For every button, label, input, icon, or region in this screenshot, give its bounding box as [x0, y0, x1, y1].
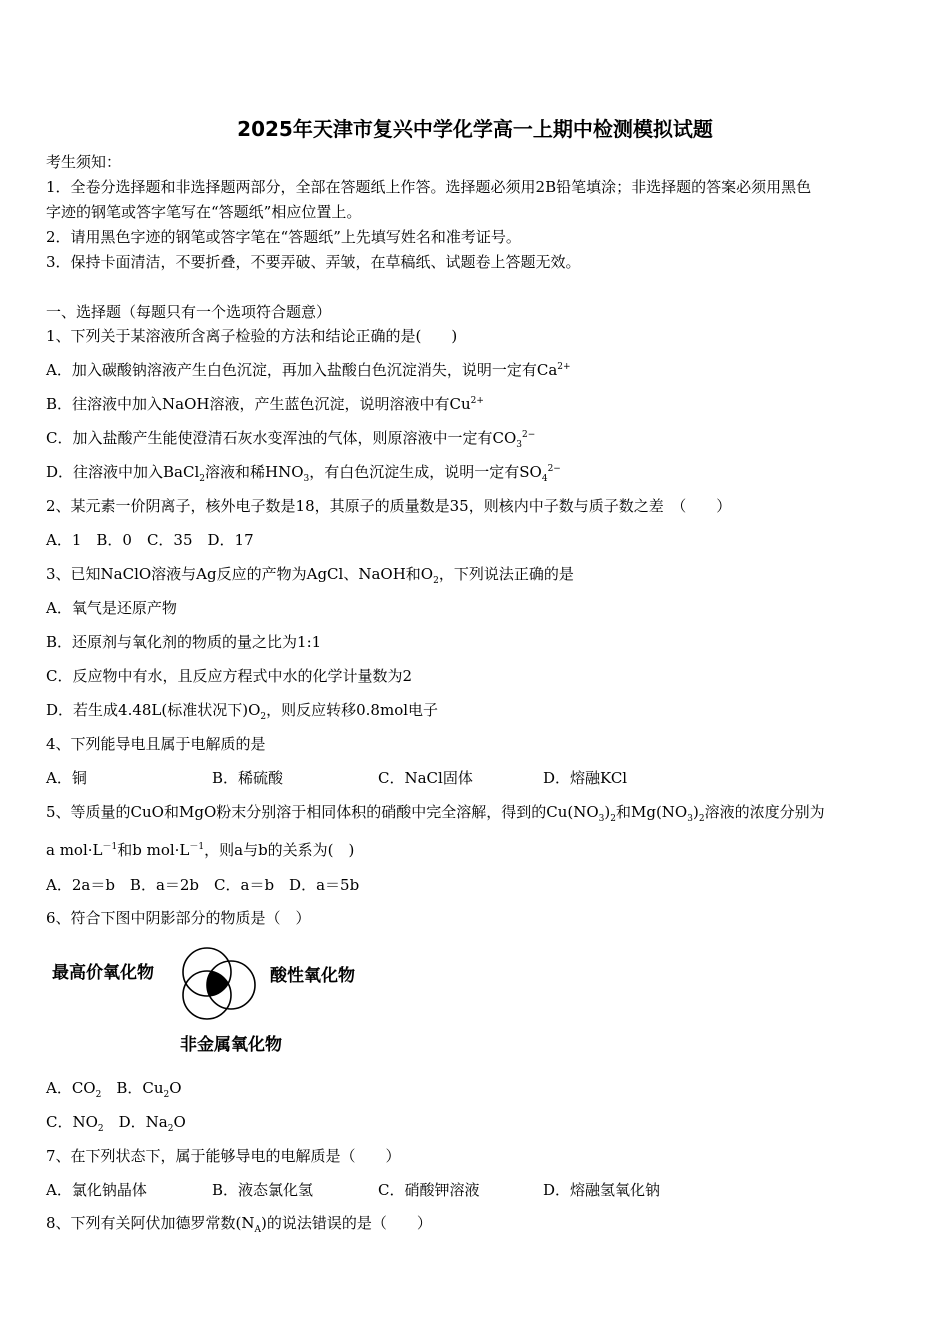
notice-item-2: 2．请用黑色字迹的钢笔或答字笔在“答题纸”上先填写姓名和准考证号。 [46, 228, 521, 246]
question-5-options: A．2a＝b B．a＝2b C．a＝b D．a＝5b [46, 876, 360, 894]
question-3-option-d: D．若生成4.48L(标准状况下)$O_2$，则反应转移0.8mol电子 [46, 701, 439, 722]
question-4-stem: 4、下列能导电且属于电解质的是 [46, 735, 266, 753]
question-7-stem: 7、在下列状态下，属于能够导电的电解质是（ ） [46, 1147, 401, 1165]
section-heading: 一、选择题（每题只有一个选项符合题意） [46, 303, 332, 321]
notice-item-1: 1．全卷分选择题和非选择题两部分，全部在答题纸上作答。选择题必须用2B铅笔填涂；非选择题的答案必须用黑色 [46, 178, 812, 196]
question-3-option-b: B．还原剂与氧化剂的物质的量之比为1:1 [46, 633, 322, 651]
venn-circle-nonmetal-oxide [183, 971, 231, 1019]
question-2-stem: 2、某元素一价阴离子，核外电子数是18，其原子的质量数是35，则核内中子数与质子数之差 （ ） [46, 497, 732, 515]
question-4-option-c: C．NaCl固体 [378, 769, 473, 787]
question-1-option-d: D．往溶液中加入BaCl$_2$溶液和稀$HNO_3$，有白色沉淀生成，说明一定有$SO_4^{2-}$ [46, 463, 561, 484]
question-6-stem: 6、符合下图中阴影部分的物质是（ ） [46, 909, 311, 927]
question-7-option-d: D．熔融氢氧化钠 [543, 1181, 661, 1199]
venn-label-acidic-oxide: 酸性氧化物 [270, 966, 355, 986]
question-8-stem: 8、下列有关阿伏加德罗常数$(N_A)$的说法错误的是（ ） [46, 1214, 432, 1235]
question-4-option-d: D．熔融KCl [543, 769, 628, 787]
question-1-option-b: B．往溶液中加入NaOH溶液，产生蓝色沉淀，说明溶液中有$Cu^{2+}$ [46, 395, 484, 413]
question-2-options: A．1 B．0 C．35 D．17 [46, 531, 254, 549]
venn-circles [46, 942, 386, 1057]
notice-item-1-cont: 字迹的钢笔或答字笔写在“答题纸”相应位置上。 [46, 203, 362, 221]
question-6-options-ab: A．$CO_2$ B．$Cu_2O$ [46, 1079, 182, 1100]
question-7-option-a: A．氯化钠晶体 [46, 1181, 147, 1199]
venn-label-nonmetal-oxide: 非金属氧化物 [180, 1035, 282, 1055]
question-5-stem: 5、等质量的CuO和MgO粉末分别溶于相同体积的硝酸中完全溶解，得到的$Cu(NO_3)_2$和$Mg(NO_3)_2$溶液的浓度分别为 [46, 803, 825, 824]
question-1-option-a: A．加入碳酸钠溶液产生白色沉淀，再加入盐酸白色沉淀消失，说明一定有$Ca^{2+}$ [46, 361, 571, 379]
question-3-stem: 3、已知NaClO溶液与Ag反应的产物为AgCl、NaOH和$O_2$，下列说法正确的是 [46, 565, 574, 586]
question-4-option-a: A．铜 [46, 769, 87, 787]
venn-label-highest-oxide: 最高价氧化物 [52, 963, 154, 983]
question-3-option-c: C．反应物中有水，且反应方程式中水的化学计量数为2 [46, 667, 413, 685]
notice-heading: 考生须知： [46, 153, 122, 171]
question-7-option-b: B．液态氯化氢 [212, 1181, 314, 1199]
question-3-option-a: A．氧气是还原产物 [46, 599, 177, 617]
notice-item-3: 3．保持卡面清洁，不要折叠，不要弄破、弄皱，在草稿纸、试题卷上答题无效。 [46, 253, 581, 271]
venn-diagram [46, 942, 386, 1057]
question-7-option-c: C．硝酸钾溶液 [378, 1181, 480, 1199]
question-6-options-cd: C．$NO_2$ D．$Na_2O$ [46, 1113, 186, 1134]
page-title: 2025年天津市复兴中学化学高一上期中检测模拟试题 [237, 117, 713, 141]
question-5-stem-cont: a $mol\cdot L^{-1}$和b $mol\cdot L^{-1}$，则a与b的关系为( ) [46, 841, 355, 859]
question-1-option-c: C．加入盐酸产生能使澄清石灰水变浑浊的气体，则原溶液中一定有$CO_3^{2-}$ [46, 429, 536, 450]
question-4-option-b: B．稀硫酸 [212, 769, 284, 787]
question-1-stem: 1、下列关于某溶液所含离子检验的方法和结论正确的是( ) [46, 327, 458, 345]
